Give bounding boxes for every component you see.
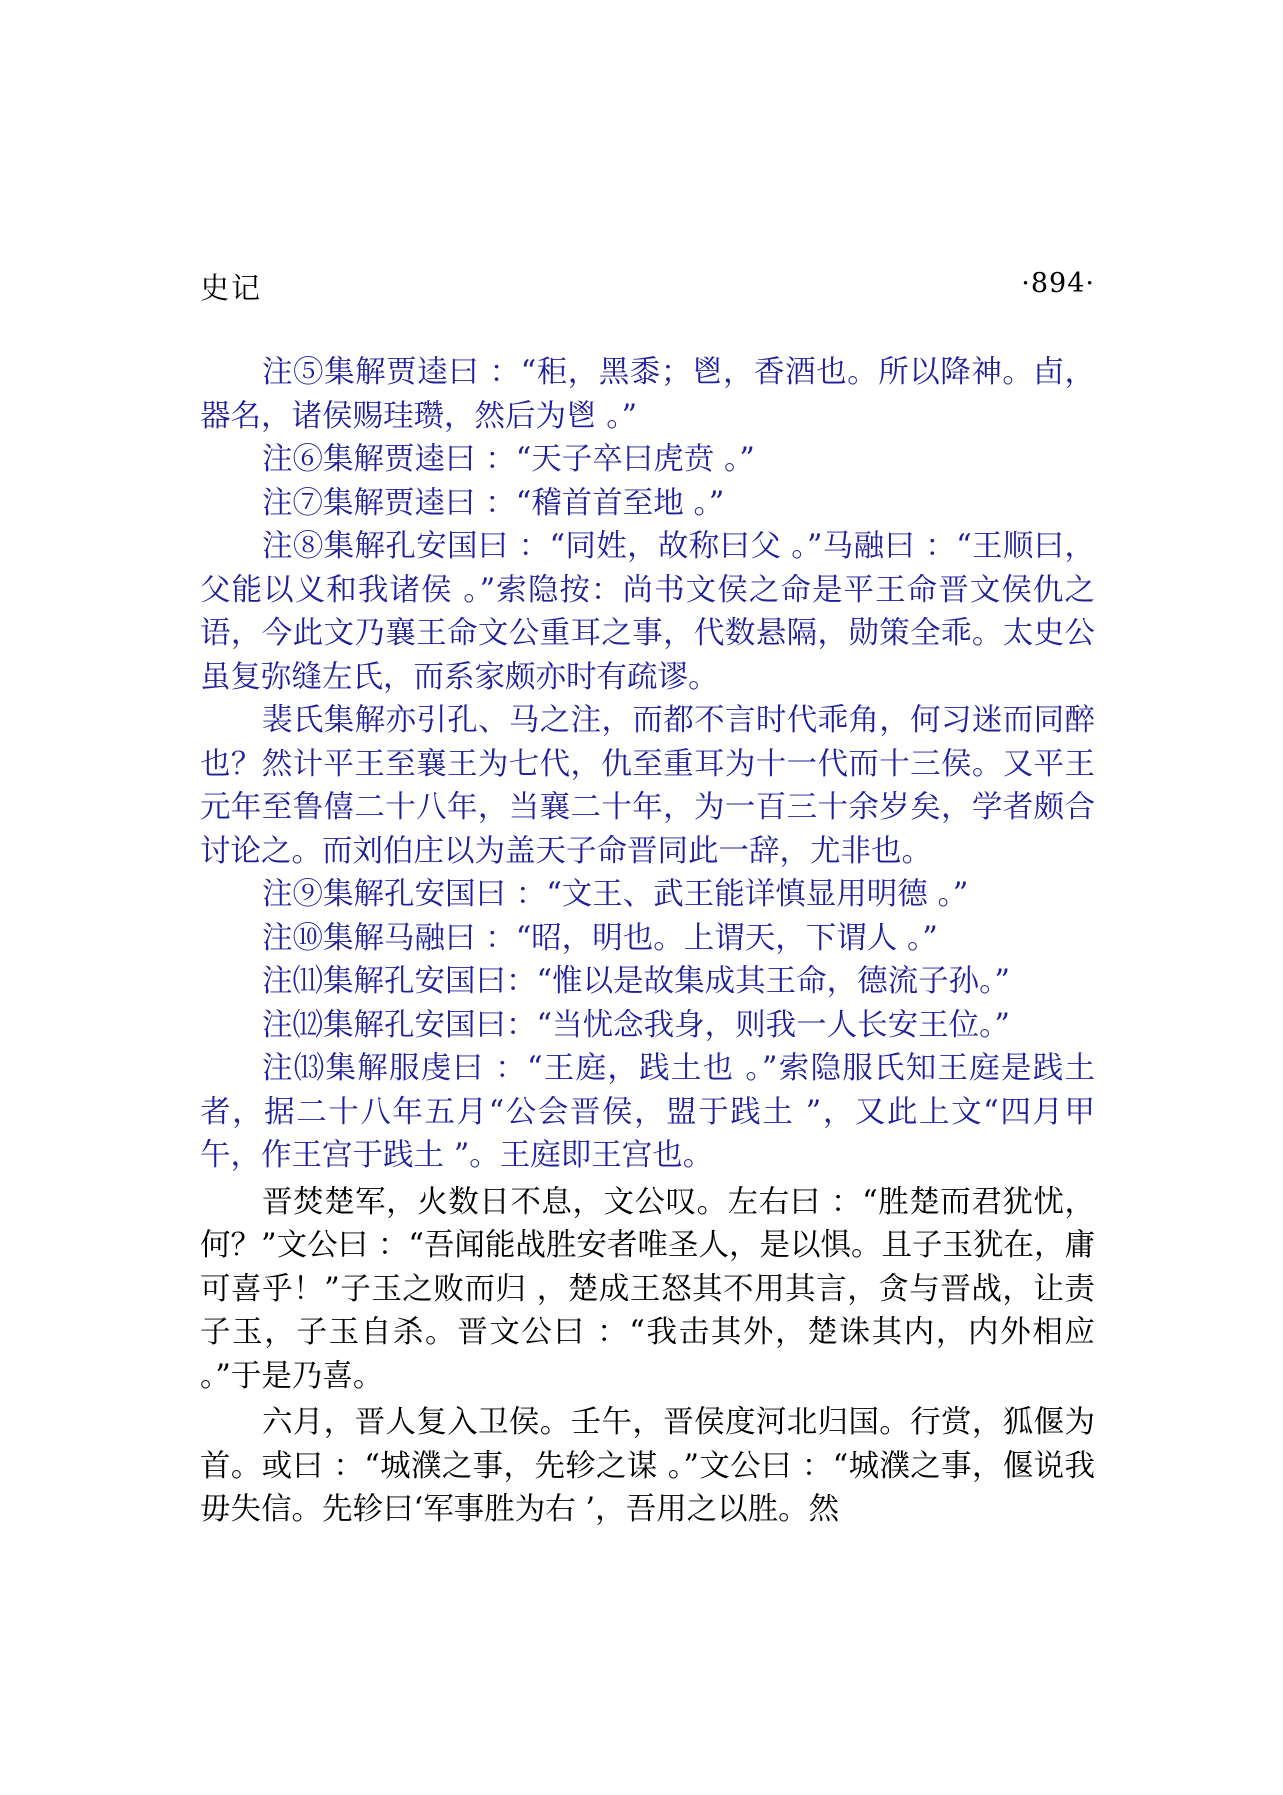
main-text-paragraph: 六月，晋人复入卫侯。壬午，晋侯度河北归国。行赏，狐偃为首。或曰 ：“城濮之事，先轸之谋 。”文公曰 ：“城濮之事，偃说我毋失信。先轸曰‘军事胜为右 ’，吾用之以胜。然 [200,1405,1095,1527]
note-paragraph: 注⑾集解孔安国曰：“惟以是故集成其王命，德流子孙。” [262,964,1010,999]
note-paragraph: 裴氏集解亦引孔、马之注，而都不言时代乖角，何习迷而同醉也？然计平王至襄王为七代，仇至重耳为十一代而十三侯。又平王元年至鲁僖二十八年，当襄二十年，为一百三十余岁矣，学者颇合讨论之。而刘伯庄以为盖天子命晋同此一辞，尤非也。 [200,703,1095,869]
main-text-paragraph: 晋焚楚军，火数日不息，文公叹。左右曰 ：“胜楚而君犹忧，何？”文公曰 ：“吾闻能战胜安者唯圣人，是以惧。且子玉犹在，庸可喜乎！”子玉之败而归 ，楚成王怒其不用其言，贪与晋战，让责子玉，子玉自杀。晋文公曰 ：“我击其外，楚诛其内，内外相应 。”于是乃喜。 [200,1184,1095,1394]
page-number: ·894· [1021,268,1095,299]
note-paragraph: 注⒀集解服虔曰 ：“王庭，践土也 。”索隐服氏知王庭是践土者，据二十八年五月“公会晋侯，盟于践土 ”，又此上文“四月甲午，作王宫于践土 ”。王庭即王宫也。 [200,1051,1095,1173]
note-paragraph: 注⑦集解贾逵曰 ：“稽首首至地 。” [262,485,725,521]
book-title: 史记 [200,271,263,305]
page-body [200,351,1095,1532]
note-paragraph: 注⑥集解贾逵曰 ：“天子卒曰虎贲 。” [262,442,755,477]
note-paragraph: 注⑤集解贾逵曰 ：“秬，黑黍；鬯，香酒也。所以降神。卣，器名，诸侯赐珪瓒，然后为鬯 。” [200,355,1095,434]
note-paragraph: 注⑨集解孔安国曰 ：“文王、武王能详慎显用明德 。” [262,877,969,912]
page-header [200,266,1095,306]
note-paragraph: 注⑩集解马融曰 ：“昭，明也。上谓天，下谓人 。” [262,920,938,956]
note-paragraph: 注⑧集解孔安国曰 ：“同姓，故称曰父 。”马融曰 ：“王顺曰，父能以义和我诸侯 。”索隐按：尚书文侯之命是平王命晋文侯仇之语，今此文乃襄王命文公重耳之事，代数悬隔，勋策全乖。太史公虽复弥缝左氏，而系家颇亦时有疏谬。 [200,529,1095,695]
note-paragraph: 注⑿集解孔安国曰：“当忧念我身，则我一人长安王位。” [262,1007,1010,1043]
